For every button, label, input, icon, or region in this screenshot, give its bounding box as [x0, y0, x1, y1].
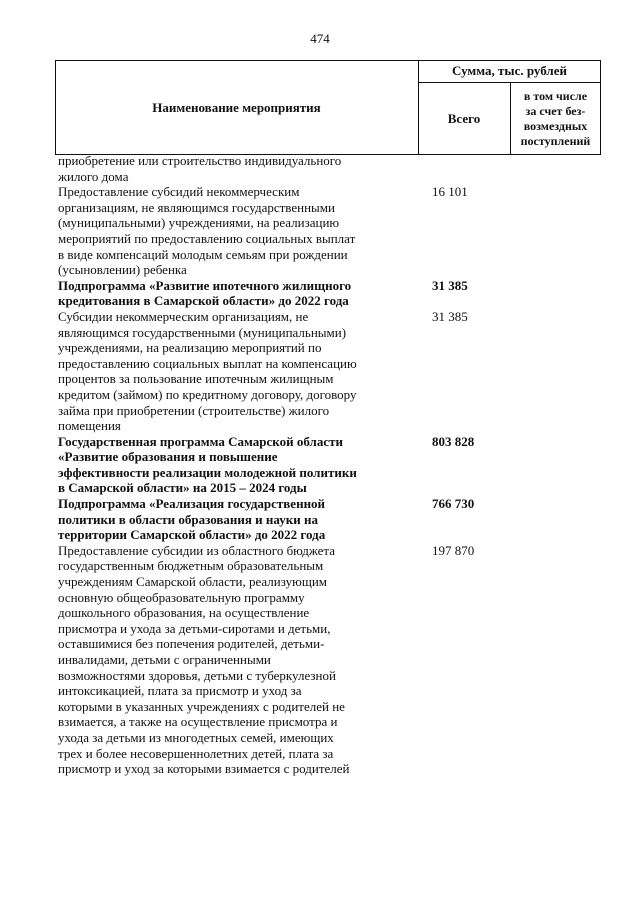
- table-body: [58, 153, 598, 777]
- row-name: Государственная программа Самарской области «Развитие образования и повышение эффективности реализации молодежной политики в Самарской области» на 2015 – 2024 годы: [58, 433, 357, 496]
- row-total: 766 730: [432, 496, 475, 512]
- table-header: [55, 60, 601, 155]
- header-grants-column: в том числе за счет без- возмездных поступлений: [520, 88, 591, 148]
- table-row: [58, 543, 598, 777]
- table-row: [58, 309, 598, 434]
- row-name: Предоставление субсидии из областного бюджета государственным бюджетным образовательным учреждениям Самарской области, реализующим основную общеобразовательную программу дошкольного образования, на осуществление присмотра и ухода за детьми-сиротами и детьми, оставшимися без попечения родителей, детьми- инвалидами, детьми с ограниченными возможностями здоровья, детьми с туберкулезной интоксикацией, плата за присмотр и уход за которыми в указанных учреждениях с родителей не взимается, а также на осуществление присмотра и ухода за детьми из многодетных семей, имеющих трех и более несовершеннолетних детей, плата за присмотр и уход за которыми взимается с родителей: [58, 542, 350, 777]
- row-total: 803 828: [432, 433, 475, 449]
- table-row: [58, 278, 598, 309]
- row-name: Субсидии некоммерческим организациям, не являющимся государственными (муниципальными) учреждениями, на реализацию мероприятий по предоставлению социальных выплат на компенсацию процентов за пользование ипотечным жилищным кредитом (займом) по кредитному договору, договору займа при приобретении (строительстве) жилого помещения: [58, 308, 357, 434]
- row-name: Подпрограмма «Реализация государственной политики в области образования и науки на территории Самарской области» до 2022 года: [58, 496, 326, 543]
- row-total: 16 101: [432, 184, 468, 200]
- header-sum-column: Сумма, тыс. рублей: [452, 63, 567, 78]
- row-total: 31 385: [432, 308, 468, 324]
- table-row: [58, 153, 598, 184]
- row-name: Предоставление субсидий некоммерческим организациям, не являющимся государственными (муниципальными) учреждениями, на реализацию мероприятий по предоставлению социальных выплат в виде компенсаций молодым семьям при рождении (усыновлении) ребенка: [58, 184, 356, 278]
- header-name-column: Наименование мероприятия: [152, 99, 321, 115]
- page-number: 474: [310, 31, 330, 46]
- header-total-column: Всего: [447, 110, 481, 126]
- row-total: 31 385: [432, 277, 468, 293]
- row-total: 197 870: [432, 542, 475, 558]
- table-row: [58, 434, 598, 496]
- table-row: [58, 184, 598, 278]
- row-name: приобретение или строительство индивидуального жилого дома: [58, 153, 342, 184]
- table-row: [58, 496, 598, 543]
- row-name: Подпрограмма «Развитие ипотечного жилищного кредитования в Самарской области» до 2022 года: [58, 277, 352, 309]
